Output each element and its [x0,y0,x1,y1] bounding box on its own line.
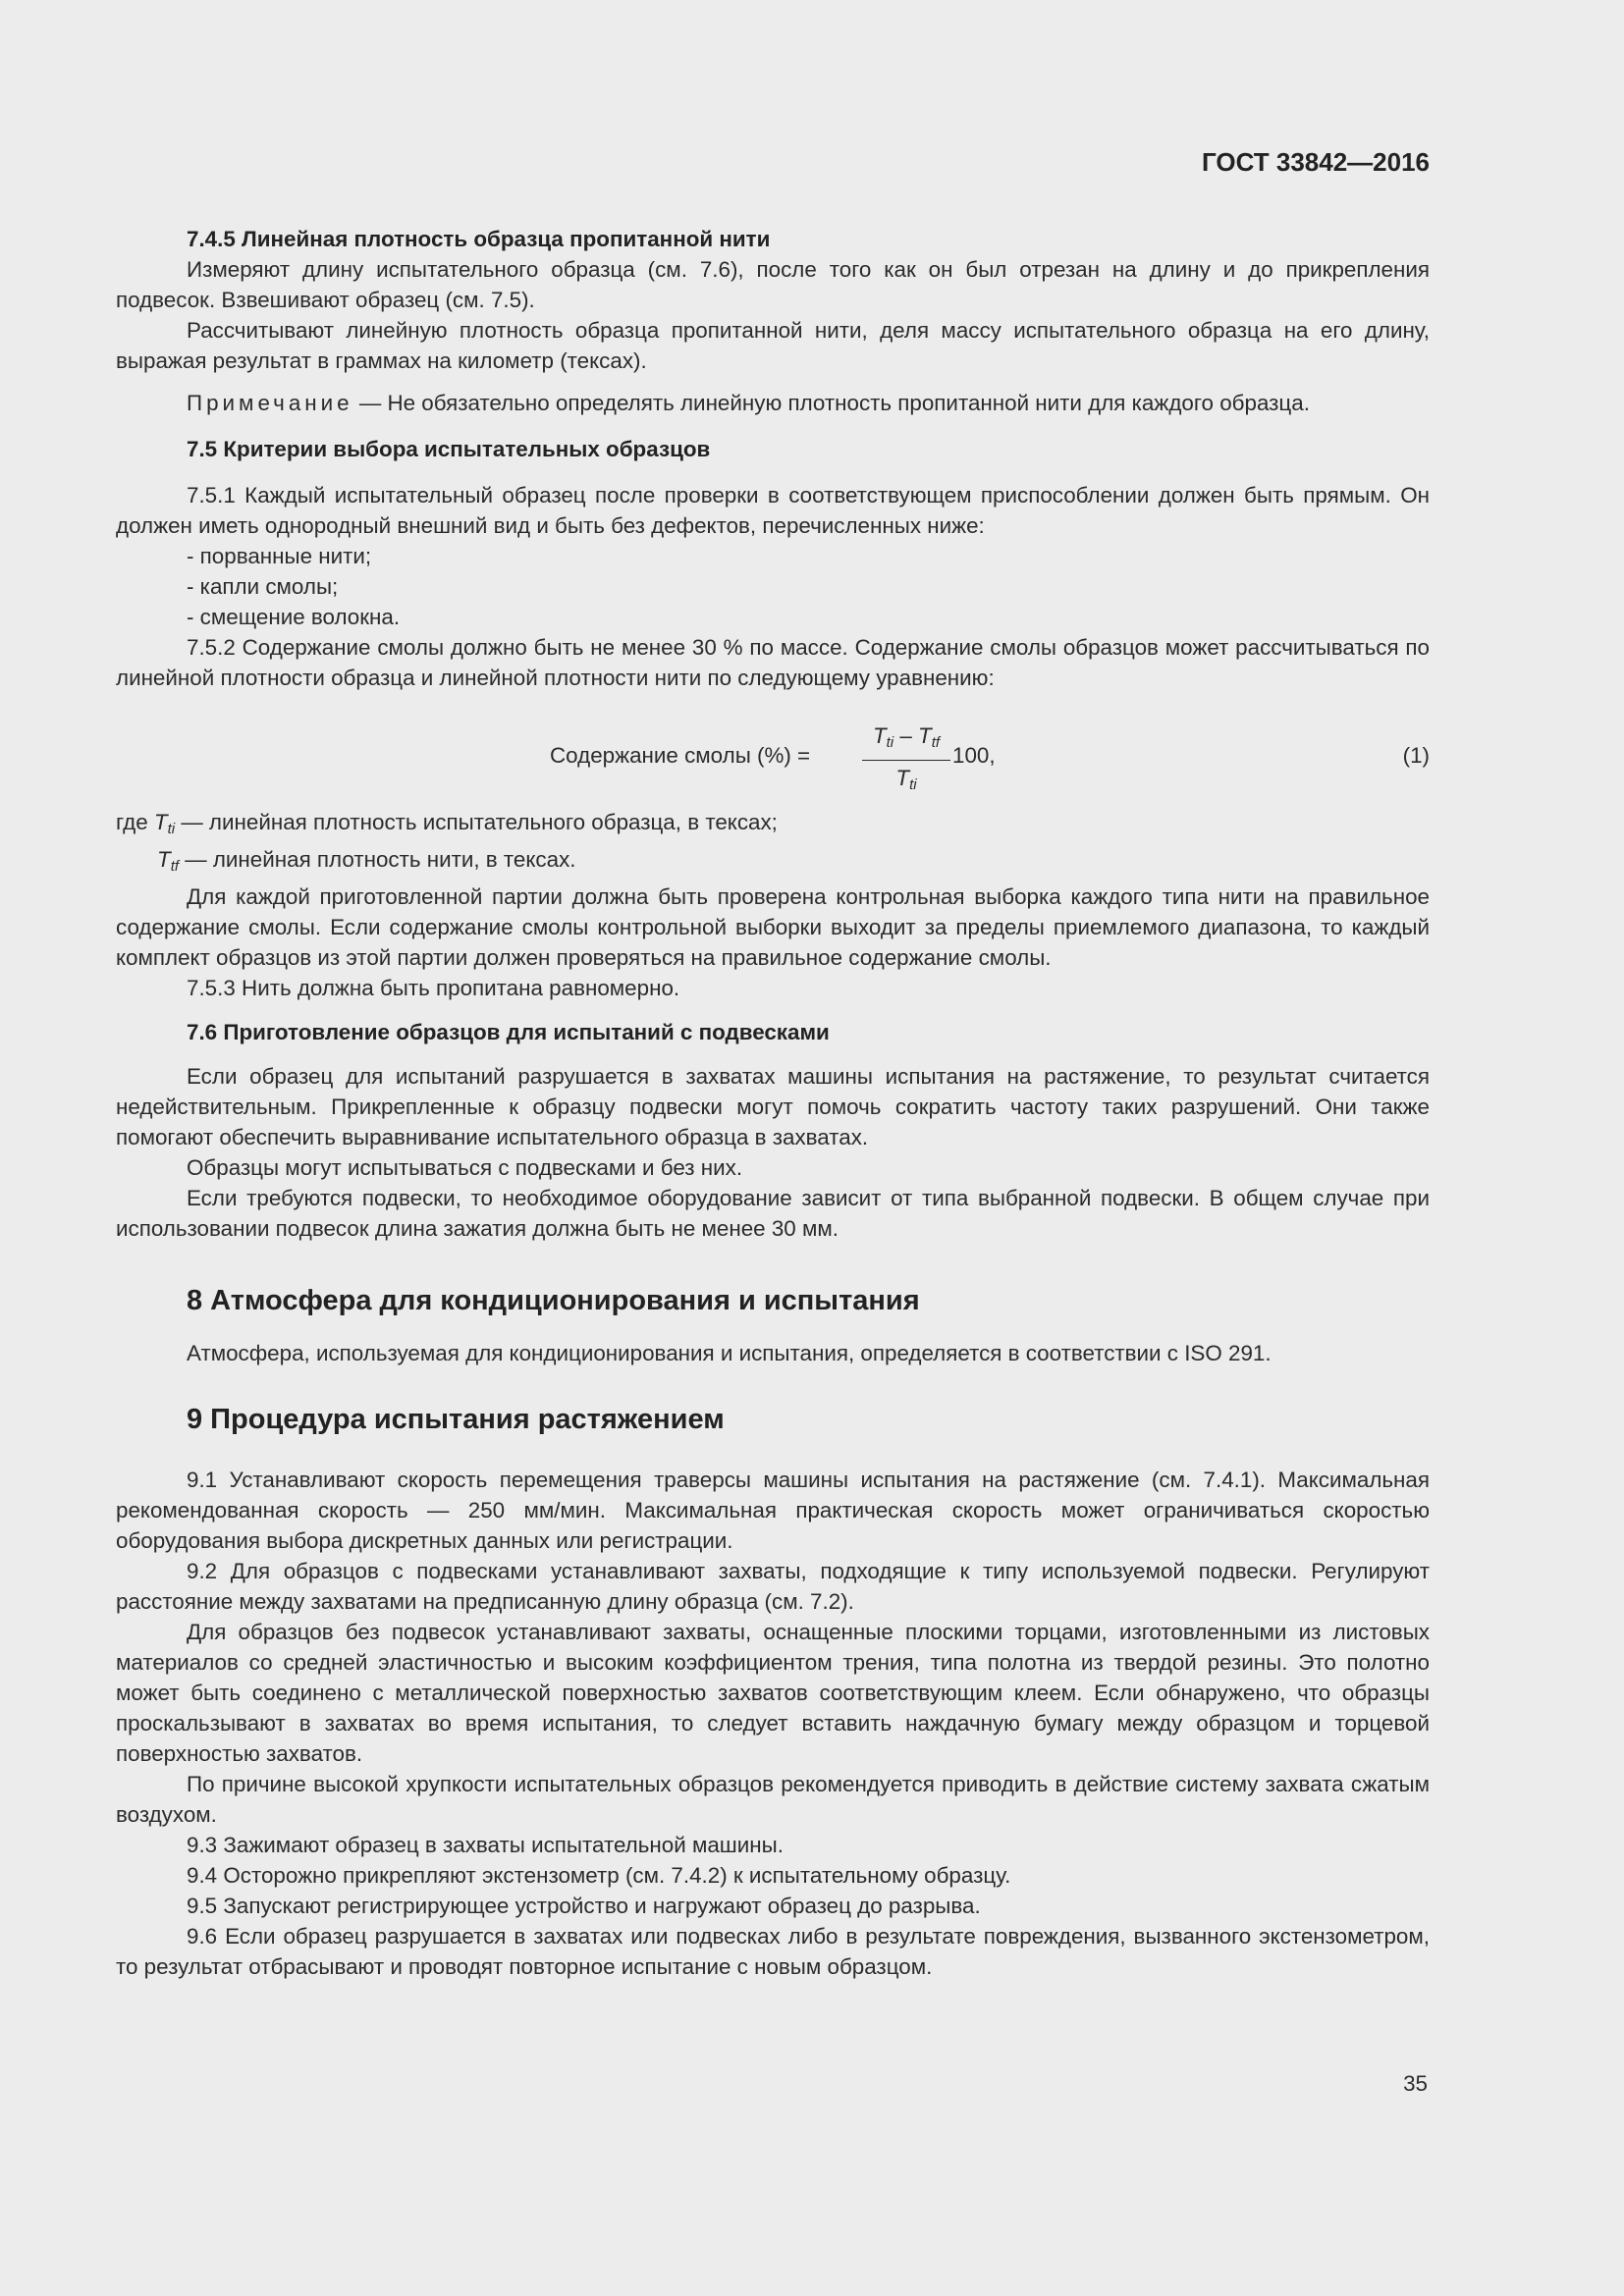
paragraph: Атмосфера, используемая для кондиционирования и испытания, определяется в соответствии с ISO 291. [187,1341,1272,1365]
section-8-title: 8 Атмосфера для кондиционирования и испытания [187,1285,920,1316]
note-label: Примечание [187,391,353,415]
formula-legend-1: где $T_{ti}$ — линейная плотность испытательного образца, в тексах; [116,810,778,837]
list-item: - капли смолы; [187,574,339,599]
paragraph: 7.5.3 Нить должна быть пропитана равномерно. [187,976,680,1000]
paragraph: Образцы могут испытываться с подвесками и без них. [187,1155,743,1180]
paragraph: 9.2 Для образцов с подвесками устанавливают захваты, подходящие к типу используемой подвески. Регулируют расстояние между захватами на предписанную длину образца (см. 7.2). [116,1559,1430,1614]
paragraph: 9.1 Устанавливают скорость перемещения траверсы машины испытания на растяжение (см. 7.4.1). Максимальная рекомендованная скорость — 250 мм/мин. Максимальная практическая скорость может ограничиваться скоростью оборудования выбора дискретных данных или регистрации. [116,1468,1430,1553]
page-number: 35 [1403,2071,1428,2096]
formula-number: (1) [1402,743,1430,768]
section-9-title: 9 Процедура испытания растяжением [187,1404,725,1435]
formula-numerator: $T_{ti} - T_{tf}$ [862,721,950,761]
paragraph: 9.6 Если образец разрушается в захватах или подвесках либо в результате повреждения, вызванного экстензометром, то результат отбрасывают и проводят повторное испытание с новым образцом. [116,1924,1430,1979]
formula-denominator: $T_{ti}$ [895,766,917,793]
formula-lhs: Содержание смолы (%) = [550,743,811,768]
section-7-5-title: 7.5 Критерии выбора испытательных образцов [187,437,711,461]
paragraph: Для образцов без подвесок устанавливают захваты, оснащенные плоскими торцами, изготовленными из листовых материалов со средней эластичностью и высоким коэффициентом трения, типа полотна из твердой резины. Это полотно может быть соединено с металлической поверхностью захватов соответствующим клеем. Если обнаружено, что образцы проскальзывают в захватах во время испытания, то следует вставить наждачную бумагу между образцом и торцевой поверхностью захватов. [116,1620,1430,1766]
paragraph: Если образец для испытаний разрушается в захватах машины испытания на растяжение, то результат считается недействительным. Прикрепленные к образцу подвески могут помочь сократить частоту таких разрушений. Они также помогают обеспечить выравнивание испытательного образца в захватах. [116,1064,1430,1149]
formula-resin-content [116,721,1430,799]
formula-multiplier: 100, [952,743,996,768]
list-item: - смещение волокна. [187,605,401,629]
paragraph: 7.5.2 Содержание смолы должно быть не менее 30 % по массе. Содержание смолы образцов может рассчитываться по линейной плотности образца и линейной плотности нити по следующему уравнению: [116,635,1430,690]
paragraph: 9.3 Зажимают образец в захваты испытательной машины. [187,1833,784,1857]
formula-fraction [862,721,950,800]
section-7-6-title: 7.6 Приготовление образцов для испытаний с подвесками [187,1020,830,1044]
paragraph: Если требуются подвески, то необходимое оборудование зависит от типа выбранной подвески. В общем случае при использовании подвесок длина зажатия должна быть не менее 30 мм. [116,1186,1430,1241]
paragraph: 9.4 Осторожно прикрепляют экстензометр (см. 7.4.2) к испытательному образцу. [187,1863,1011,1888]
paragraph: Для каждой приготовленной партии должна быть проверена контрольная выборка каждого типа нити на правильное содержание смолы. Если содержание смолы контрольной выборки выходит за пределы приемлемого диапазона, то каждый комплект образцов из этой партии должен проверяться на правильное содержание смолы. [116,884,1430,970]
note [116,388,1430,418]
paragraph: 9.5 Запускают регистрирующее устройство и нагружают образец до разрыва. [187,1894,981,1918]
document-id-header: ГОСТ 33842—2016 [1202,147,1430,177]
paragraph: 7.5.1 Каждый испытательный образец после проверки в соответствующем приспособлении должен быть прямым. Он должен иметь однородный внешний вид и быть без дефектов, перечисленных ниже: [116,483,1430,538]
section-7-4-5-title: 7.4.5 Линейная плотность образца пропитанной нити [187,227,771,251]
document-body [116,224,1430,1982]
paragraph: По причине высокой хрупкости испытательных образцов рекомендуется приводить в действие систему захвата сжатым воздухом. [116,1772,1430,1827]
formula-legend-2: $T_{tf}$ — линейная плотность нити, в тексах. [157,847,576,875]
paragraph: Измеряют длину испытательного образца (см. 7.6), после того как он был отрезан на длину и до прикрепления подвесок. Взвешивают образец (см. 7.5). [116,257,1430,312]
list-item: - порванные нити; [187,544,372,568]
paragraph: Рассчитывают линейную плотность образца пропитанной нити, деля массу испытательного образца на его длину, выражая результат в граммах на километр (тексах). [116,318,1430,373]
note-text: — Не обязательно определять линейную плотность пропитанной нити для каждого образца. [352,391,1310,415]
